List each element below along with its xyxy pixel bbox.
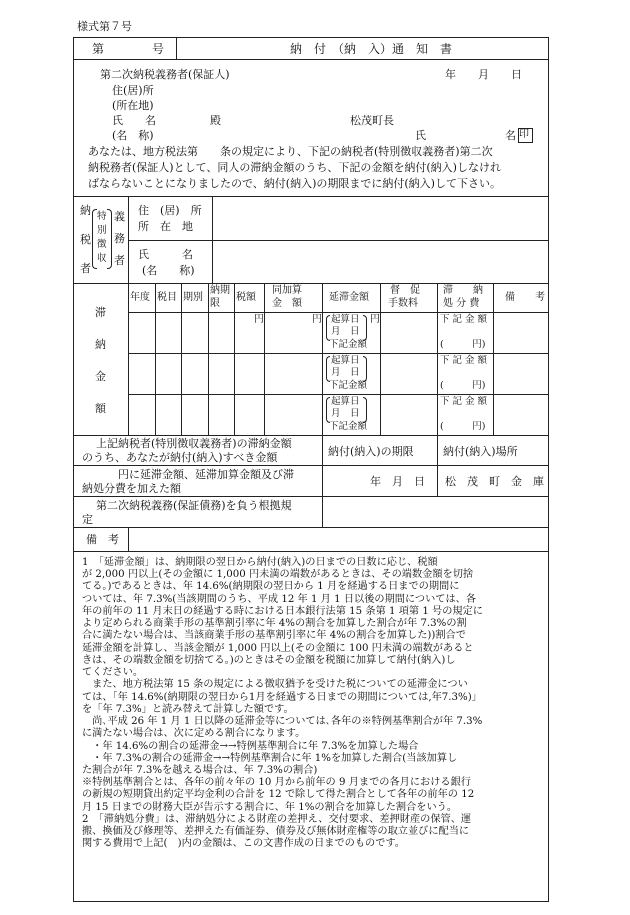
frame-right xyxy=(548,37,549,902)
taxpayer-side-char-2: 税 xyxy=(80,233,91,246)
honorific: 殿 xyxy=(210,114,221,127)
summary-total-line-1: 円に延滞金額、延滞加算金額及び滞 xyxy=(118,468,294,481)
frame-left xyxy=(73,37,74,902)
frame-top xyxy=(73,37,549,38)
row1-start-date-label: 起算日 xyxy=(331,314,360,325)
issuer-name-suffix: 名 xyxy=(505,129,516,142)
arrears-side-char-4: 額 xyxy=(95,402,106,415)
note-line: ・年 14.6%の割合の延滞金→→特例基準割合に年 7.3%を加算した場合 xyxy=(82,740,419,752)
note-line: 2 「滞納処分費」は、滞納処分による財産の差押え、交付要求、差押財産の保管、運 xyxy=(82,813,472,825)
note-line: ては、｢年 14.6%(納期限の翌日から1月を経過する日までの期間については,年7.3%)」 xyxy=(82,691,482,703)
addressee-name-label: 氏 名 xyxy=(112,114,156,127)
taxpayer-bracket-right xyxy=(107,209,112,269)
note-line: 合に満たない場合は、当該商業手形の基準割引率に年 4%の割合を加算した))割合で xyxy=(82,630,466,642)
row2-start-date-label: 起算日 xyxy=(331,355,360,366)
taxpayer-location-label: 所 在 地 xyxy=(138,220,193,233)
col-header-surcharge-1: 同加算 xyxy=(272,285,302,296)
summary-payment-place-label: 納付(納入)場所 xyxy=(443,445,518,458)
note-line: ついては、年 7.3%(当該期間のうち、平成 12 年 1 月 1 日以後の期間については、各 xyxy=(82,593,477,605)
summary-total-line-2: 納処分費を加えた額 xyxy=(82,482,181,495)
summary-amount-line-2: のうち、あなたが納付(納入)すべき金額 xyxy=(82,451,278,464)
col-header-tax-amount: 税額 xyxy=(236,292,256,303)
col-header-remarks: 備 考 xyxy=(505,292,545,303)
taxpayer-corp-name-label: (名 称) xyxy=(142,264,195,277)
note-line: てる。)であるときは、年 14.6%(納期限の翌日から 1 月を経過する日までの期間に xyxy=(82,581,460,593)
col-header-fee-2: 手数料 xyxy=(388,298,418,309)
addressee-corp-name-label: (名 称) xyxy=(112,129,154,142)
col-header-disposal-2: 処 分 費 xyxy=(443,298,480,309)
col-header-deadline-2: 限 xyxy=(210,298,220,309)
note-line: 月 15 日までの財務大臣が告示する割合に、年 1%の割合を加算した割合をいう。 xyxy=(82,801,458,813)
note-line: ・年 7.3%の割合の延滞金→→特例基準割合に年 1%を加算した割合(当該加算し xyxy=(82,752,458,764)
col-header-fee-1: 督 促 xyxy=(390,285,420,296)
intro-line-2: 納税務者(保証人)として、同人の滞納金額のうち、下記の金額を納付(納入)しなけれ xyxy=(88,161,501,174)
note-line: 延滞金額を計算し、当該金額が 1,000 円以上(その金額に 100 円未満の端数があると xyxy=(82,642,474,654)
issuer-name-label: 氏 xyxy=(415,129,426,142)
row2-disposal-yen: ( 円) xyxy=(440,380,486,391)
unit-yen-surcharge: 円 xyxy=(312,314,322,325)
note-line: ※特例基準割合とは、各年の前々年の 10 月から前年の 9 月までの各月における銀行 xyxy=(82,777,471,789)
issue-date: 年 月 日 xyxy=(445,68,522,81)
notice-number-label: 第 号 xyxy=(92,42,165,56)
arrears-side-char-3: 金 xyxy=(95,370,106,383)
note-line: が 2,000 円以上(その金額に 1,000 円未満の端数があるときは、その端数金額を切捨 xyxy=(82,569,474,581)
row3-start-month-day: 月 日 xyxy=(331,408,360,419)
col-header-delay-charge: 延滞金額 xyxy=(329,292,369,303)
taxpayer-address-label: 住 (居) 所 xyxy=(138,204,202,217)
summary-deadline-date: 年 月 日 xyxy=(370,475,425,488)
note-line: 1 「延滞金額」は、納期限の翌日から納付(納入)の日までの日数に応じ、税額 xyxy=(82,557,438,568)
taxpayer-side-right-1: 義 xyxy=(114,210,125,223)
addressee-location-label: (所在地) xyxy=(112,99,154,112)
summary-basis-line-1: 第二次納税義務(保証債務)を負う根拠規 xyxy=(96,499,292,512)
document-title: 納 付 （納 入）通 知 書 xyxy=(290,42,453,56)
note-line: に満たない場合は、次に定める割合になります。 xyxy=(82,728,306,740)
col-header-deadline-1: 納期 xyxy=(210,285,230,296)
row2-disposal-amount: 下 記 金 額 xyxy=(440,355,488,366)
col-header-period: 期別 xyxy=(183,292,203,303)
unit-yen-delay: 円 xyxy=(370,314,380,325)
taxpayer-side-right-2: 務 xyxy=(114,232,125,245)
summary-amount-line-1: 上記納税者(特別徴収義務者)の滞納金額 xyxy=(96,437,292,450)
notes-block xyxy=(82,557,544,851)
summary-payment-place: 松 茂 町 金 庫 xyxy=(445,475,544,488)
note-line: てください。 xyxy=(82,667,144,679)
col-header-tax-item: 税目 xyxy=(157,292,177,303)
note-line: を「年 7.3%」と読み替えて計算した額です。 xyxy=(82,703,294,715)
arrears-side-char-2: 納 xyxy=(95,338,106,351)
taxpayer-circled-1: 特 xyxy=(97,211,107,222)
note-line: より定められる商業手形の基準割引率に年 4%の割合を加算した割合が年 7.3%の割 xyxy=(82,618,467,630)
row3-disposal-yen: ( 円) xyxy=(440,421,486,432)
taxpayer-side-right-3: 者 xyxy=(114,254,125,267)
taxpayer-circled-4: 収 xyxy=(97,253,107,264)
remarks-label: 備 考 xyxy=(86,533,119,546)
note-line: 尚､平成 26 年 1 月 1 日以降の延滞金等については､各年の※特例基準割合が年 7.3% xyxy=(82,716,483,728)
row1-start-month-day: 月 日 xyxy=(331,326,360,337)
col-header-year: 年度 xyxy=(130,292,150,303)
taxpayer-circled-2: 別 xyxy=(97,225,107,236)
row1-disposal-yen: ( 円) xyxy=(440,339,486,350)
note-line: きは、その端数金額を切捨てる。)のときはその金額を税額に加算して納付(納入)し xyxy=(82,654,456,666)
form-number: 様式第７号 xyxy=(77,20,132,33)
taxpayer-side-char-3: 者 xyxy=(80,262,91,275)
frame-bottom xyxy=(73,901,549,902)
summary-basis-line-2: 定 xyxy=(82,513,93,526)
intro-line-3: ばならないことになりましたので、納付(納入)の期限までに納付(納入)して下さい。 xyxy=(88,177,501,190)
note-line: また、地方税法第 15 条の規定による徴収猶予を受けた税についての延滞金につい xyxy=(82,679,468,691)
row3-amount-label: 下記金額 xyxy=(329,421,368,432)
intro-line-1: あなたは、地方税法第 条の規定により、下記の納税者(特別徴収義務者)第二次 xyxy=(88,145,493,158)
note-line: た割合が年 7.3%を越える場合は、年 7.3%の割合) xyxy=(82,764,318,776)
issuer-title: 松茂町長 xyxy=(350,114,394,127)
unit-yen-tax: 円 xyxy=(254,314,264,325)
row1-amount-label: 下記金額 xyxy=(329,339,368,350)
note-line: 搬、換価及び修理等、差押えた有価証券、債券及び無体財産権等の取立並びに配当に xyxy=(82,826,470,838)
seal-char: 印 xyxy=(519,129,529,140)
taxpayer-side-char-1: 納 xyxy=(80,204,91,217)
col-header-surcharge-2: 金 額 xyxy=(272,298,302,309)
row2-start-month-day: 月 日 xyxy=(331,367,360,378)
addressee-address-label: 住(居)所 xyxy=(112,84,154,97)
taxpayer-name-label: 氏 名 xyxy=(138,248,193,261)
arrears-side-char-1: 滞 xyxy=(95,306,106,319)
col-header-disposal-1: 滞 納 xyxy=(443,285,483,296)
note-line: の新規の短期貸出約定平均金利の合計を 12 で除して得た割合として各年の前年の 12 xyxy=(82,789,475,801)
row3-disposal-amount: 下 記 金 額 xyxy=(440,396,488,407)
taxpayer-circled-3: 徴 xyxy=(97,239,107,250)
addressee-role: 第二次納税義務者(保証人) xyxy=(100,68,230,81)
note-line: 関する費用で上記( )内の金額は、この文書作成の日までのものです。 xyxy=(82,838,405,850)
summary-deadline-label: 納付(納入)の期限 xyxy=(328,445,414,458)
row3-start-date-label: 起算日 xyxy=(331,396,360,407)
note-line: 年の前年の 11 月末日の経過する時における日本銀行法第 15 条第 1 項第 1 号の規定に xyxy=(82,605,483,617)
row1-disposal-amount: 下 記 金 額 xyxy=(440,314,488,325)
row2-amount-label: 下記金額 xyxy=(329,380,368,391)
